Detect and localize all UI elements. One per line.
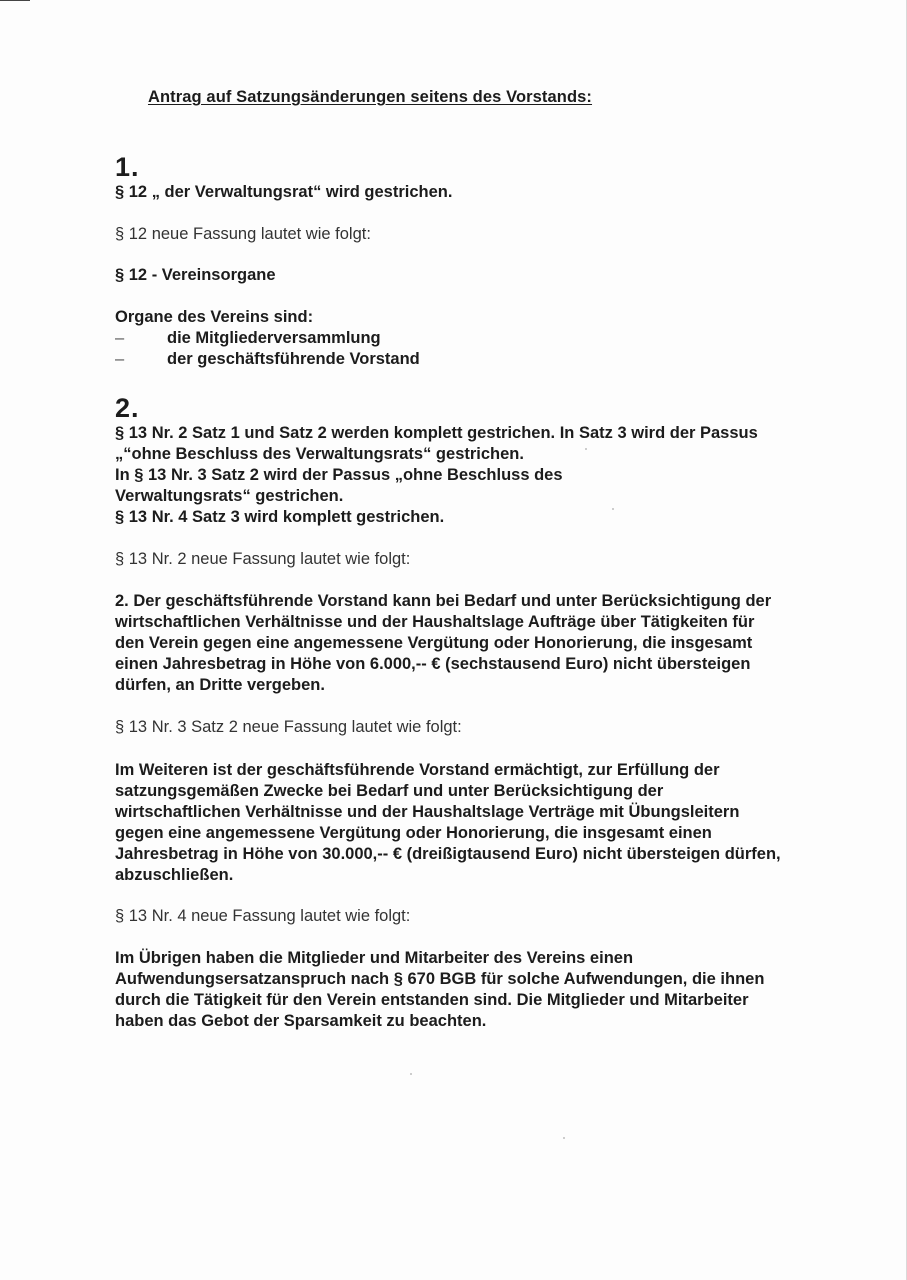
nr3-intro: § 13 Nr. 3 Satz 2 neue Fassung lautet wie folgt: [115,718,462,736]
organs-label: Organe des Vereins sind: [115,308,314,326]
paragraph-line: abzuschließen. [115,866,234,884]
paragraph-line: Jahresbetrag in Höhe von 30.000,-- € (dreißigtausend Euro) nicht übersteigen dürfen, [115,845,781,863]
document-title: Antrag auf Satzungsänderungen seitens des Vorstands: [147,88,593,106]
paragraph-line: Im Übrigen haben die Mitglieder und Mitarbeiter des Vereins einen [115,949,634,967]
paragraph-line: dürfen, an Dritte vergeben. [115,676,325,694]
organ-item-text: der geschäftsführende Vorstand [167,350,420,368]
paragraph-line: Aufwendungsersatzanspruch nach § 670 BGB für solche Aufwendungen, die ihnen [115,970,765,988]
paragraph-line: wirtschaftlichen Verhältnisse und der Haushaltslage Aufträge über Tätigkeiten für [115,613,755,631]
paragraph-line: haben das Gebot der Sparsamkeit zu beachten. [115,1012,487,1030]
section-1-intro: § 12 neue Fassung lautet wie folgt: [115,225,371,243]
paragraph-line: satzungsgemäßen Zwecke bei Bedarf und unter Berücksichtigung der [115,782,664,800]
nr3-text [115,760,855,886]
change-line: „“ohne Beschluss des Verwaltungsrats“ gestrichen. [115,445,524,463]
organ-list-item [115,328,381,349]
paragraph-line: wirtschaftlichen Verhältnisse und der Haushaltslage Verträge mit Übungsleitern [115,803,740,821]
scan-corner-mark [0,0,30,7]
paragraph-line: durch die Tätigkeit für den Verein entstanden sind. Die Mitglieder und Mitarbeiter [115,991,749,1009]
change-line: § 13 Nr. 4 Satz 3 wird komplett gestrichen. [115,508,445,526]
paragraph-line: Im Weiteren ist der geschäftsführende Vorstand ermächtigt, zur Erfüllung der [115,761,720,779]
paragraph-line: gegen eine angemessene Vergütung oder Honorierung, die insgesamt einen [115,824,712,842]
section-2-number: 2. [115,393,140,423]
section-1-subheading: § 12 - Vereinsorgane [115,266,276,284]
nr4-intro: § 13 Nr. 4 neue Fassung lautet wie folgt: [115,907,411,925]
paragraph-line: 2. Der geschäftsführende Vorstand kann bei Bedarf und unter Berücksichtigung der [115,592,772,610]
organ-item-text: die Mitgliederversammlung [167,329,381,347]
section-1-heading: § 12 „ der Verwaltungsrat“ wird gestrichen. [115,183,453,201]
section-1-number: 1. [115,152,140,182]
organ-list-item [115,349,420,370]
scan-speck [410,1073,412,1075]
dash-bullet: – [115,350,125,368]
nr4-text [115,948,855,1032]
scan-speck [563,1137,565,1139]
nr2-intro: § 13 Nr. 2 neue Fassung lautet wie folgt: [115,550,411,568]
dash-bullet: – [115,329,125,347]
change-line: In § 13 Nr. 3 Satz 2 wird der Passus „ohne Beschluss des [115,466,563,484]
paragraph-line: einen Jahresbetrag in Höhe von 6.000,-- € (sechstausend Euro) nicht übersteigen [115,655,751,673]
section-2-changes [115,423,855,528]
change-line: § 13 Nr. 2 Satz 1 und Satz 2 werden komplett gestrichen. In Satz 3 wird der Passus [115,424,758,442]
paragraph-line: den Verein gegen eine angemessene Vergütung oder Honorierung, die insgesamt [115,634,753,652]
change-line: Verwaltungsrats“ gestrichen. [115,487,344,505]
nr2-text [115,591,855,696]
